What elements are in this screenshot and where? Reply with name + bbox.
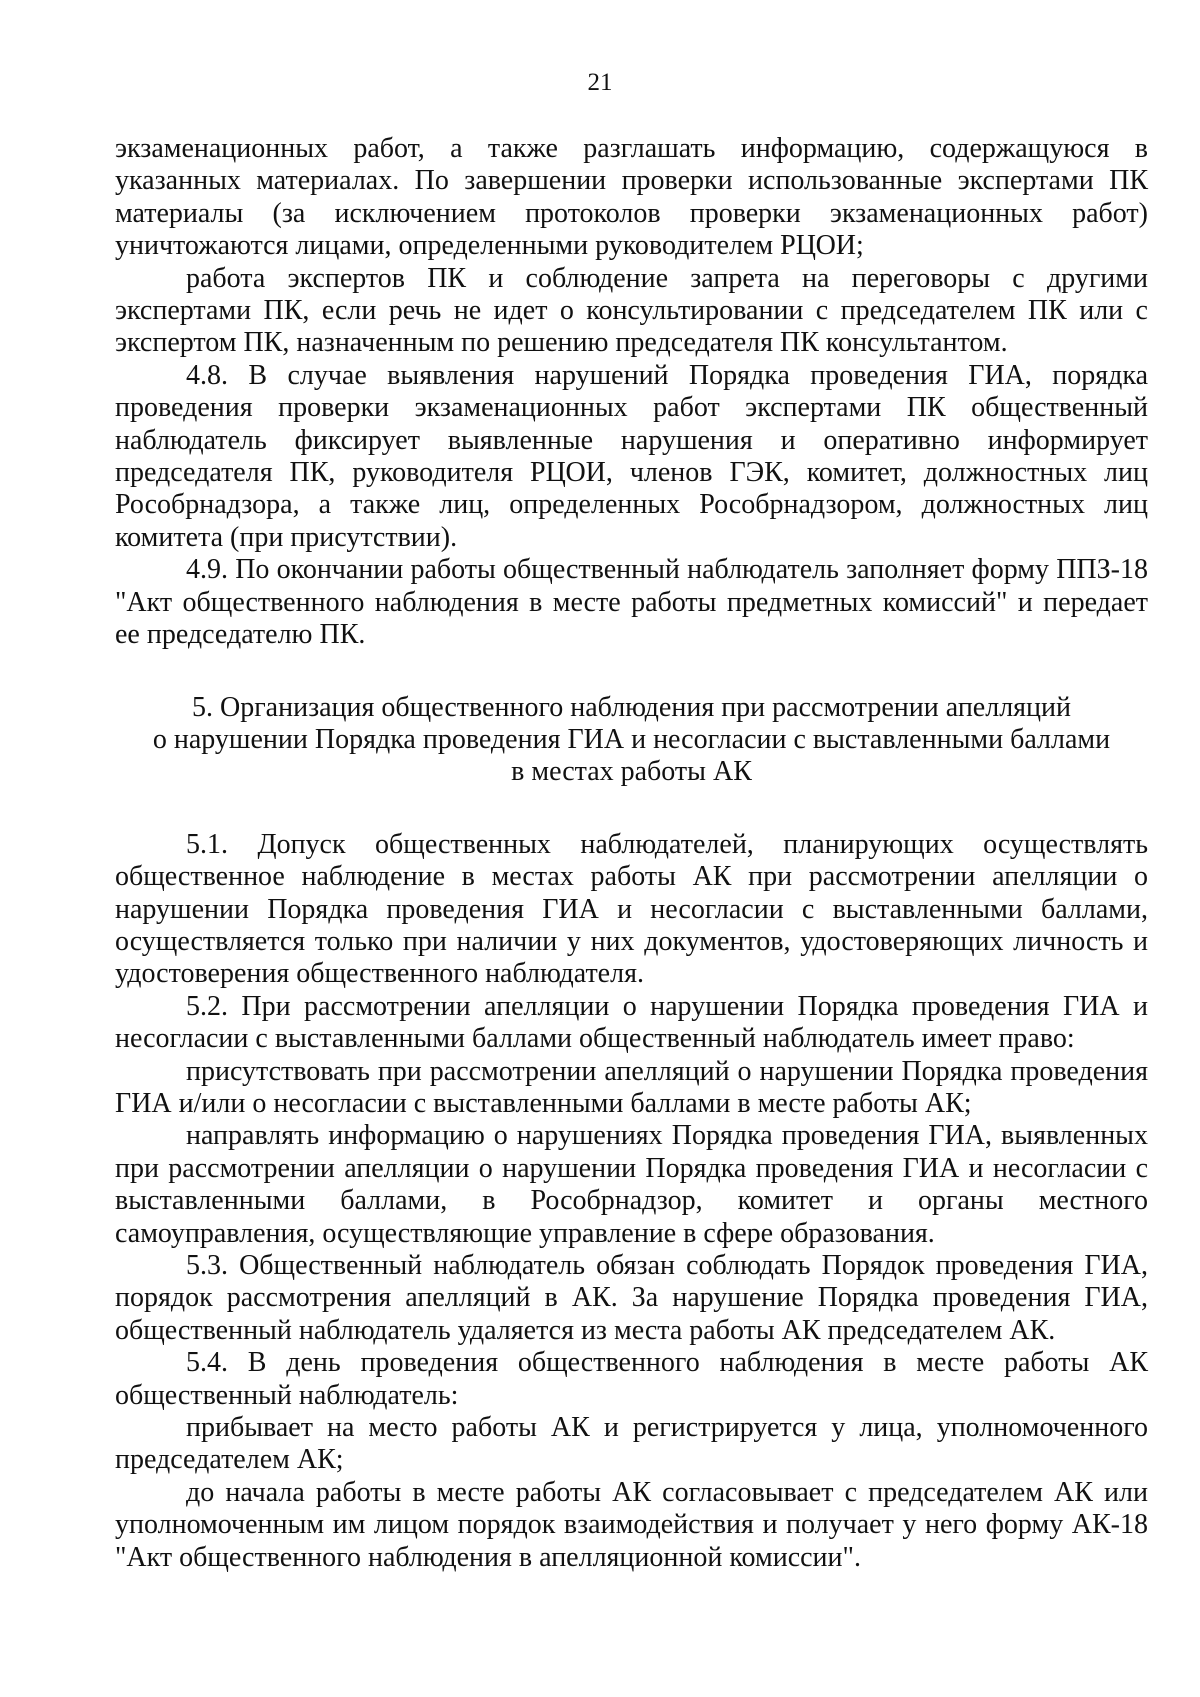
section-heading-line-3: в местах работы АК bbox=[511, 756, 752, 788]
paragraph-arrive-register: прибывает на место работы АК и регистрируется у лица, уполномоченного председателем АК; bbox=[115, 1412, 1148, 1476]
paragraph-5-2: 5.2. При рассмотрении апелляции о нарушении Порядка проведения ГИА и несогласии с выставленными баллами общественный наблюдатель имеет право: bbox=[115, 990, 1148, 1055]
document-body bbox=[115, 133, 1148, 1574]
paragraph-4-9: 4.9. По окончании работы общественный наблюдатель заполняет форму ППЗ-18 "Акт общественного наблюдения в месте работы предметных комиссий" и передает ее председателю ПК. bbox=[115, 554, 1148, 651]
paragraph-4-8: 4.8. В случае выявления нарушений Порядка проведения ГИА, порядка проведения проверки экзаменационных работ экспертами ПК общественный наблюдатель фиксирует выявленные нарушения и оперативно информирует председателя ПК, руководителя РЦОИ, членов ГЭК, комитет, должностных лиц Рособрнадзора, а также лиц, определенных Рособрнадзором, должностных лиц комитета (при присутствии). bbox=[115, 359, 1148, 553]
section-5-heading bbox=[115, 692, 1148, 789]
paragraph-coordinate-form: до начала работы в месте работы АК согласовывает с председателем АК или уполномоченным им лицом порядок взаимодействия и получает у него форму АК-18 "Акт общественного наблюдения в апелляционной комиссии". bbox=[115, 1476, 1148, 1573]
section-heading-line-1: 5. Организация общественного наблюдения при рассмотрении апелляций bbox=[191, 691, 1072, 723]
paragraph-experts-work: работа экспертов ПК и соблюдение запрета на переговоры с другими экспертами ПК, если речь не идет о консультировании с председателем ПК или с экспертом ПК, назначенным по решению председателя ПК консультантом. bbox=[115, 262, 1148, 359]
section-heading-line-2: о нарушении Порядка проведения ГИА и несогласии с выставленными баллами bbox=[152, 723, 1111, 755]
page-number: 21 bbox=[587, 69, 613, 96]
paragraph-5-4: 5.4. В день проведения общественного наблюдения в месте работы АК общественный наблюдатель: bbox=[115, 1347, 1148, 1411]
paragraph-5-1: 5.1. Допуск общественных наблюдателей, планирующих осуществлять общественное наблюдение в местах работы АК при рассмотрении апелляции о нарушении Порядка проведения ГИА и несогласии с выставленными баллами, осуществляется только при наличии у них документов, удостоверяющих личность и удостоверения общественного наблюдателя. bbox=[115, 828, 1148, 990]
paragraph-right-report: направлять информацию о нарушениях Порядка проведения ГИА, выявленных при рассмотрении апелляции о нарушении Порядка проведения ГИА и несогласии с выставленными баллами, в Рособрнадзор, комитет и органы местного самоуправления, осуществляющие управление в сфере образования. bbox=[115, 1120, 1148, 1249]
paragraph-5-3: 5.3. Общественный наблюдатель обязан соблюдать Порядок проведения ГИА, порядок рассмотрения апелляций в АК. За нарушение Порядка проведения ГИА, общественный наблюдатель удаляется из места работы АК председателем АК. bbox=[115, 1250, 1148, 1346]
paragraph-exam-materials: экзаменационных работ, а также разглашать информацию, содержащуюся в указанных материалах. По завершении проверки использованные экспертами ПК материалы (за исключением протоколов проверки экзаменационных работ) уничтожаются лицами, определенными руководителем РЦОИ; bbox=[115, 133, 1148, 262]
paragraph-right-attend: присутствовать при рассмотрении апелляций о нарушении Порядка проведения ГИА и/или о несогласии с выставленными баллами в месте работы АК; bbox=[115, 1055, 1148, 1119]
